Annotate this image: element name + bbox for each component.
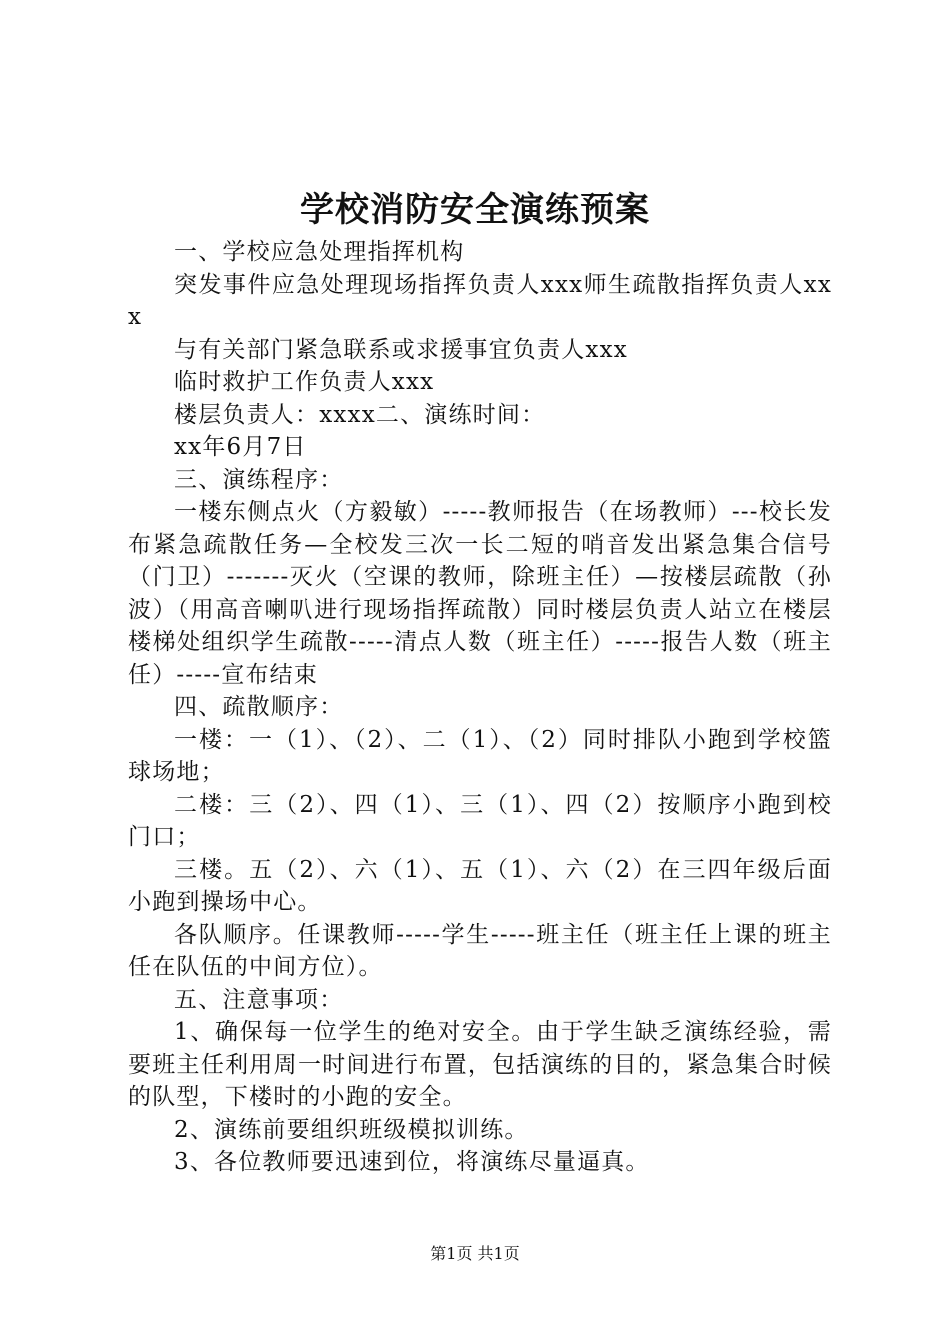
paragraph-contact: 与有关部门紧急联系或求援事宜负责人xxx [174,336,628,363]
paragraph-note-3: 3、各位教师要迅速到位，将演练尽量逼真。 [174,1149,650,1175]
paragraph-team-order: 各队顺序。任课教师-----学生-----班主任（班主任上课的班主任在队伍的中间方位）。 [128,921,832,980]
paragraph-commander: 突发事件应急处理现场指挥负责人xxx师生疏散指挥负责人xxx [128,271,832,330]
paragraph-note-1: 1、确保每一位学生的绝对安全。由于学生缺乏演练经验，需要班主任利用周一时间进行布置，包括演练的目的，紧急集合时候的队型，下楼时的小跑的安全。 [128,1019,832,1110]
section-heading-command: 一、学校应急处理指挥机构 [174,239,465,265]
section-heading-evacuation-order: 四、疏散顺序： [174,694,344,720]
document-title: 学校消防安全演练预案 [300,190,650,230]
section-heading-notes: 五、注意事项： [174,986,344,1013]
paragraph-floor-1: 一楼：一（1）、（2）、二（1）、（2）同时排队小跑到学校篮球场地； [128,726,832,785]
page-footer: 第1页 共1页 [430,1244,520,1263]
paragraph-floor-2: 二楼：三（2）、四（1）、三（1）、四（2）按顺序小跑到校门口； [128,791,832,850]
paragraph-floor-3: 三楼。五（2）、六（1）、五（1）、六（2）在三四年级后面小跑到操场中心。 [128,856,832,915]
paragraph-procedure: 一楼东侧点火（方毅敏）-----教师报告（在场教师）---校长发布紧急疏散任务—全校发三次一长二短的哨音发出紧急集合信号（门卫）-------灭火（空课的教师，除班主任）—按楼层疏散（孙波）（用高音喇叭进行现场指挥疏散）同时楼层负责人站立在楼层楼梯处组织学生疏散-----清点人数（班主任）-----报告人数（班主任）-----宣布结束 [128,499,832,688]
section-heading-procedure: 三、演练程序： [174,466,344,493]
paragraph-first-aid: 临时救护工作负责人xxx [174,369,435,395]
paragraph-note-2: 2、演练前要组织班级模拟训练。 [174,1116,529,1143]
paragraph-floor-leader: 楼层负责人：xxxx二、演练时间： [174,401,546,428]
document-body [128,236,832,1179]
paragraph-date: xx年6月7日 [174,434,307,460]
